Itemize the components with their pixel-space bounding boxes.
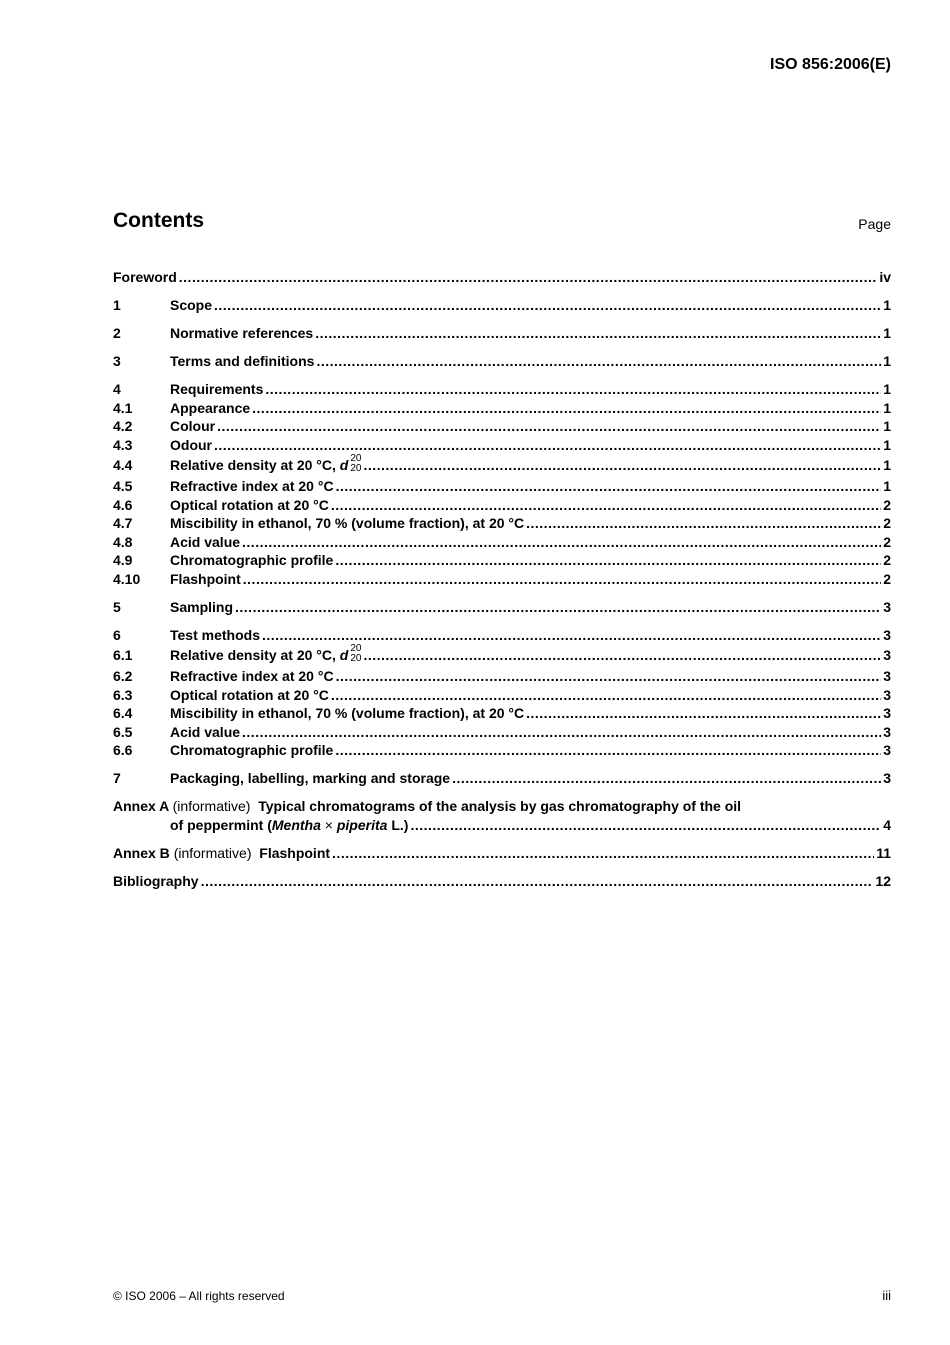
sup-sub-index: 20 20 xyxy=(350,643,362,665)
toc-title: Colour xyxy=(170,418,216,434)
toc-title xyxy=(113,844,330,863)
toc-page: 1 xyxy=(883,399,891,416)
leader-dots xyxy=(410,816,881,835)
toc-entry[interactable] xyxy=(113,533,891,552)
annex-title: Flashpoint xyxy=(259,844,331,861)
toc-title xyxy=(113,797,741,816)
toc-title: Bibliography xyxy=(113,872,199,889)
toc-page: 3 xyxy=(883,770,891,786)
leader-dots xyxy=(242,533,881,552)
toc-number: 4.10 xyxy=(113,570,141,587)
toc-title: Relative density at 20 °C, d 20 20 xyxy=(170,453,362,475)
toc-entry[interactable] xyxy=(113,454,891,477)
toc-entry[interactable] xyxy=(113,723,891,742)
leader-dots xyxy=(201,872,874,891)
toc-entry[interactable] xyxy=(113,551,891,570)
toc-page: 1 xyxy=(883,297,891,313)
table-of-contents xyxy=(113,268,891,890)
toc-title: Miscibility in ethanol, 70 % (volume fraction), at 20 °C xyxy=(170,705,525,721)
toc-title: Sampling xyxy=(170,598,234,615)
annex-label: Annex A xyxy=(113,798,169,814)
toc-title: Miscibility in ethanol, 70 % (volume fraction), at 20 °C xyxy=(170,515,525,531)
toc-title: Packaging, labelling, marking and storage xyxy=(170,770,451,786)
toc-title: Appearance xyxy=(170,399,251,416)
leader-dots xyxy=(363,454,881,477)
leader-dots xyxy=(336,667,882,686)
leader-dots xyxy=(235,598,881,617)
toc-title: Chromatographic profile xyxy=(170,552,334,568)
toc-number: 4.1 xyxy=(113,399,133,416)
toc-page: 11 xyxy=(876,844,891,861)
toc-page: 1 xyxy=(883,478,891,494)
toc-number: 6.2 xyxy=(113,668,133,684)
toc-page: 3 xyxy=(883,723,891,740)
toc-number: 4.6 xyxy=(113,496,133,513)
toc-number: 4.3 xyxy=(113,436,133,453)
toc-title: Optical rotation at 20 °C xyxy=(170,496,329,513)
toc-entry-annex-b[interactable] xyxy=(113,844,891,863)
toc-page: 1 xyxy=(883,381,891,397)
toc-entry[interactable] xyxy=(113,667,891,686)
leader-dots xyxy=(331,496,881,515)
leader-dots xyxy=(242,723,881,742)
toc-page: 3 xyxy=(883,705,891,721)
leader-dots xyxy=(526,514,881,533)
toc-entry[interactable] xyxy=(113,704,891,723)
toc-page: 1 xyxy=(883,457,891,473)
toc-page: 1 xyxy=(883,418,891,434)
toc-title: Flashpoint xyxy=(170,570,241,587)
leader-dots xyxy=(252,399,881,418)
page-number: iii xyxy=(882,1288,891,1303)
toc-page: 3 xyxy=(883,686,891,703)
page-column-label: Page xyxy=(858,216,891,232)
toc-title: Test methods xyxy=(170,626,260,643)
toc-page: 2 xyxy=(883,570,891,587)
toc-entry-bibliography[interactable] xyxy=(113,872,891,891)
toc-page: 2 xyxy=(883,496,891,513)
density-symbol: d xyxy=(339,647,349,663)
contents-heading: Contents xyxy=(113,209,204,232)
toc-page: 4 xyxy=(883,816,891,833)
toc-entry[interactable] xyxy=(113,477,891,496)
toc-entry[interactable] xyxy=(113,324,891,343)
toc-entry[interactable] xyxy=(113,436,891,455)
density-symbol: d xyxy=(339,457,349,473)
toc-title: Requirements xyxy=(170,381,264,397)
toc-title: Scope xyxy=(170,297,213,313)
toc-entry-annex-a-continued[interactable] xyxy=(113,816,891,835)
toc-number: 1 xyxy=(113,297,121,313)
toc-number: 6.4 xyxy=(113,705,133,721)
sup-sub-index: 20 20 xyxy=(350,453,362,475)
leader-dots xyxy=(265,380,881,399)
toc-entry[interactable] xyxy=(113,417,891,436)
leader-dots xyxy=(243,570,881,589)
toc-entry[interactable] xyxy=(113,626,891,645)
toc-number: 6.1 xyxy=(113,647,133,663)
toc-entry[interactable] xyxy=(113,380,891,399)
toc-title: Acid value xyxy=(170,533,241,550)
copyright-notice: © ISO 2006 – All rights reserved xyxy=(113,1289,285,1303)
toc-page: 12 xyxy=(875,872,891,889)
leader-dots xyxy=(315,324,881,343)
toc-entry[interactable] xyxy=(113,769,891,788)
leader-dots xyxy=(335,741,881,760)
toc-entry[interactable] xyxy=(113,598,891,617)
leader-dots xyxy=(335,551,881,570)
toc-entry-annex-a[interactable] xyxy=(113,797,891,816)
toc-title: Terms and definitions xyxy=(170,353,315,369)
leader-dots xyxy=(262,626,881,645)
toc-number: 7 xyxy=(113,770,121,786)
toc-entry[interactable] xyxy=(113,644,891,667)
leader-dots xyxy=(214,436,881,455)
toc-title: Odour xyxy=(170,436,212,453)
toc-entry[interactable] xyxy=(113,741,891,760)
toc-number: 4.5 xyxy=(113,478,133,494)
toc-entry[interactable] xyxy=(113,399,891,418)
leader-dots xyxy=(336,477,882,496)
toc-title: Optical rotation at 20 °C xyxy=(170,686,329,703)
toc-number: 4.7 xyxy=(113,515,133,531)
toc-entry[interactable] xyxy=(113,570,891,589)
toc-number: 6 xyxy=(113,626,121,643)
toc-number: 6.3 xyxy=(113,686,133,703)
toc-page: 2 xyxy=(883,552,891,568)
leader-dots xyxy=(332,844,874,863)
toc-page: 3 xyxy=(883,668,891,684)
toc-entry[interactable] xyxy=(113,514,891,533)
toc-title: Refractive index at 20 °C xyxy=(170,668,334,684)
toc-page: 1 xyxy=(883,325,891,341)
toc-number: 2 xyxy=(113,325,121,341)
leader-dots xyxy=(214,296,881,315)
toc-number: 6.5 xyxy=(113,723,133,740)
toc-page: 2 xyxy=(883,515,891,531)
document-id: ISO 856:2006(E) xyxy=(770,56,891,73)
toc-number: 4.4 xyxy=(113,457,133,473)
toc-title: Chromatographic profile xyxy=(170,742,334,758)
toc-title: Acid value xyxy=(170,723,241,740)
toc-page: 3 xyxy=(883,647,891,663)
toc-number: 4.8 xyxy=(113,533,133,550)
toc-page: 1 xyxy=(883,436,891,453)
toc-page: 3 xyxy=(883,742,891,758)
toc-entry[interactable] xyxy=(113,352,891,371)
toc-entry[interactable] xyxy=(113,686,891,705)
toc-number: 3 xyxy=(113,353,121,369)
toc-entry[interactable] xyxy=(113,496,891,515)
toc-entry-foreword[interactable] xyxy=(113,268,891,287)
annex-type: (informative) xyxy=(173,844,252,861)
toc-entry[interactable] xyxy=(113,296,891,315)
toc-number: 4.2 xyxy=(113,418,133,434)
toc-page: iv xyxy=(879,269,891,285)
leader-dots xyxy=(331,686,881,705)
toc-page: 2 xyxy=(883,533,891,550)
leader-dots xyxy=(316,352,881,371)
toc-number: 4.9 xyxy=(113,552,133,568)
leader-dots xyxy=(363,644,881,667)
toc-title: Refractive index at 20 °C xyxy=(170,478,334,494)
toc-title: Normative references xyxy=(170,325,314,341)
leader-dots xyxy=(452,769,881,788)
toc-page: 3 xyxy=(883,598,891,615)
leader-dots xyxy=(526,704,881,723)
annex-type: (informative) xyxy=(172,798,251,814)
toc-page: 3 xyxy=(883,626,891,643)
annex-label: Annex B xyxy=(113,844,170,861)
annex-title-line2: of peppermint (Mentha × piperita L.) xyxy=(170,816,409,833)
toc-number: 5 xyxy=(113,598,121,615)
toc-number: 4 xyxy=(113,381,121,397)
toc-page: 1 xyxy=(883,353,891,369)
toc-title: Foreword xyxy=(113,269,177,285)
toc-title: Relative density at 20 °C, d 20 20 xyxy=(170,643,362,665)
toc-number: 6.6 xyxy=(113,742,133,758)
leader-dots xyxy=(179,268,878,287)
annex-title-line1: Typical chromatograms of the analysis by gas chromatography of the oil xyxy=(258,798,742,814)
leader-dots xyxy=(217,417,881,436)
